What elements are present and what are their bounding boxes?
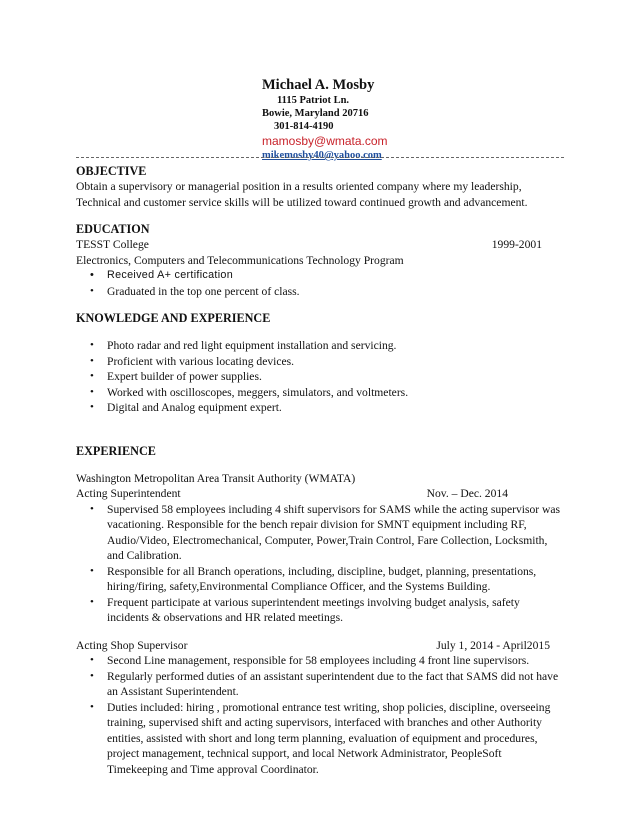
school-years: 1999-2001 bbox=[491, 238, 542, 251]
duty-line: Second Line management, responsible for 58 employees including 4 front line supervisors. bbox=[107, 654, 530, 667]
job-title-row bbox=[76, 486, 566, 502]
duty-line: and Calibration. bbox=[107, 549, 182, 562]
education-list bbox=[76, 268, 566, 299]
work-email-link[interactable]: mamosby@wmata.com bbox=[262, 134, 388, 148]
list-item bbox=[76, 564, 566, 595]
duty-line: hiring/firing, safety,Environmental Compliance Officer, and the Systems Building. bbox=[107, 580, 491, 593]
job-title: Acting Superintendent bbox=[76, 487, 181, 500]
list-item bbox=[76, 700, 566, 778]
list-item bbox=[76, 502, 566, 564]
list-item: • Received A+ certification bbox=[76, 268, 566, 284]
job1-duties bbox=[76, 502, 566, 626]
duty-line: Regularly performed duties of an assistant superintendent due to the fact that SAMS did not have bbox=[107, 669, 559, 683]
list-item bbox=[76, 595, 566, 626]
list-item: • Expert builder of power supplies. bbox=[76, 369, 566, 385]
list-item: • Proficient with various locating devices. bbox=[76, 354, 566, 370]
duty-line: Duties included: hiring , promotional entrance test writing, shop policies, discipline, overseeing bbox=[107, 700, 551, 714]
education-row bbox=[76, 237, 566, 253]
list-item: • Graduated in the top one percent of class. bbox=[76, 284, 566, 300]
program-name: Electronics, Computers and Telecommunications Technology Program bbox=[76, 253, 404, 267]
job-title-row bbox=[76, 638, 566, 654]
knowledge-heading: KNOWLEDGE AND EXPERIENCE bbox=[76, 311, 271, 325]
duty-line: Frequent participate at various superintendent meetings involving budget analysis, safety bbox=[107, 595, 520, 609]
duty-line: Audio/Video, Electromechanical, Computer, Power,Train Control, Fare Collection, Locksmith, bbox=[107, 533, 548, 547]
employer-name: Washington Metropolitan Area Transit Authority (WMATA) bbox=[76, 471, 356, 485]
knowledge-list bbox=[76, 338, 566, 416]
duty-line: incidents & observations and HR related meetings. bbox=[107, 611, 344, 624]
phone-number: 301-814-4190 bbox=[274, 121, 334, 132]
list-item: • Photo radar and red light equipment installation and servicing. bbox=[76, 338, 566, 354]
duty-line: vacationing. Responsible for the bench repair division for SMNT equipment including RF, bbox=[107, 518, 527, 531]
duty-line: an Assistant Superintendent. bbox=[107, 685, 239, 698]
job-dates: Nov. – Dec. 2014 bbox=[426, 487, 508, 500]
job-dates: July 1, 2014 - April2015 bbox=[436, 638, 550, 652]
duty-line: Timekeeping and Time approval Coordinator. bbox=[107, 762, 319, 776]
experience-heading: EXPERIENCE bbox=[76, 443, 156, 458]
resume-body bbox=[76, 164, 566, 777]
address-street: 1115 Patriot Ln. bbox=[277, 95, 350, 106]
duty-line: project management, technical support, and local Network Administrator, PeopleSoft bbox=[107, 747, 502, 760]
job2-duties bbox=[76, 653, 566, 777]
school-name: TESST College bbox=[76, 238, 149, 251]
objective-text-line: Technical and customer service skills will be utilized toward continued growth and advancement. bbox=[76, 195, 528, 209]
objective-heading: OBJECTIVE bbox=[76, 164, 147, 178]
duty-line: training, supervised shift and acting supervisors, interfaced with branches and other Authority bbox=[107, 716, 542, 729]
header-divider bbox=[76, 157, 564, 158]
personal-email-link[interactable]: mikemosby40@yahoo.com bbox=[262, 150, 382, 161]
objective-text-line: Obtain a supervisory or managerial position in a results oriented company where my leadership, bbox=[76, 180, 522, 193]
list-item: • Digital and Analog equipment expert. bbox=[76, 400, 566, 416]
duty-line: entities, assisted with short and long term planning, evaluation of equipment and procedures, bbox=[107, 731, 538, 745]
education-heading: EDUCATION bbox=[76, 222, 150, 236]
job-title: Acting Shop Supervisor bbox=[76, 638, 188, 652]
list-item bbox=[76, 669, 566, 700]
candidate-name: Michael A. Mosby bbox=[262, 77, 375, 93]
list-item: • Worked with oscilloscopes, meggers, simulators, and voltmeters. bbox=[76, 385, 566, 401]
contact-header bbox=[262, 76, 522, 163]
duty-line: Responsible for all Branch operations, including, discipline, budget, planning, presentations, bbox=[107, 564, 537, 578]
list-item bbox=[76, 653, 566, 669]
duty-line: Supervised 58 employees including 4 shift supervisors for SAMS while the acting supervisor was bbox=[107, 502, 561, 516]
address-city: Bowie, Maryland 20716 bbox=[262, 108, 369, 119]
